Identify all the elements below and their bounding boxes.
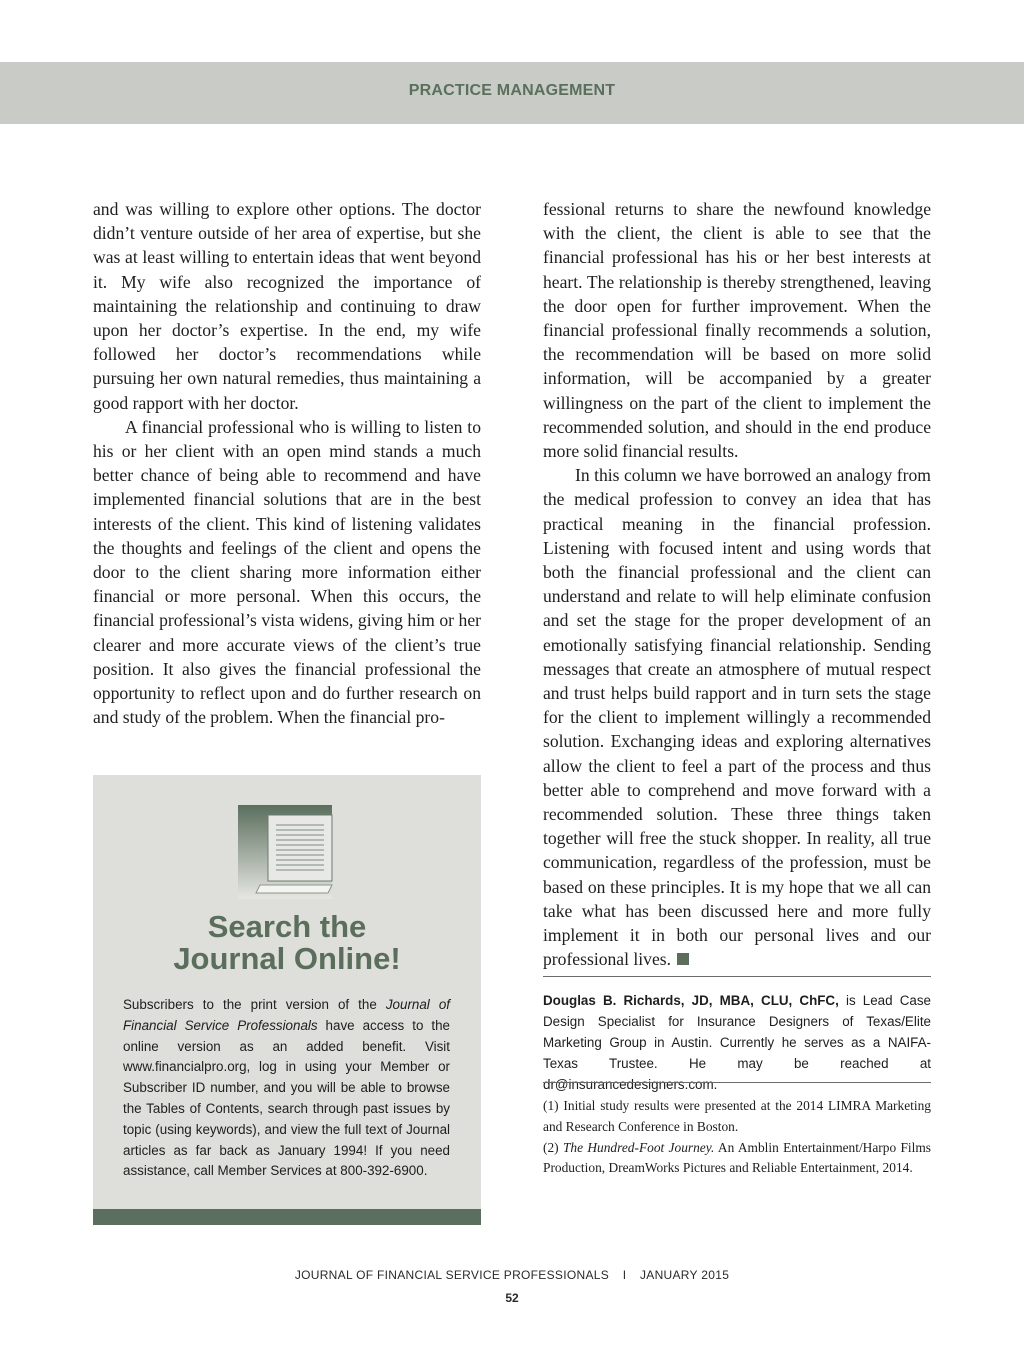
sidebar-title-line: Journal Online! xyxy=(173,941,401,976)
section-title: PRACTICE MANAGEMENT xyxy=(408,82,616,99)
search-journal-sidebar xyxy=(93,775,481,1225)
article-paragraph-text: In this column we have borrowed an analogy from the medical profession to convey an idea that has practical meaning in the financial profession. Listening with focused intent and using words that both the financial professional and the client can understand and relate to will help eliminate confusion and set the stage for the proper development of an emotionally satisfying financial relationship. Sending messages that create an atmosphere of mutual respect and trust helps build rapport and in turn sets the stage for the client to implement willingly a recommended solution. Exchanging ideas and exploring alternatives allow the client to feel a part of the process and thus better able to comprehend and move forward with a recommended solution. These three things taken together will free the stuck shopper. In reality, all true communication, regardless of the profession, must be based on these principles. It is my hope that we all can take what has been discussed here and more fully implement it in both our personal lives and our professional lives. xyxy=(543,465,931,970)
author-bio xyxy=(543,990,931,1095)
sidebar-title-line: Search the xyxy=(207,909,367,944)
divider xyxy=(543,1082,931,1083)
sidebar-bottom-bar xyxy=(93,1209,481,1225)
sidebar-body-text: Subscribers to the print version of the xyxy=(123,997,386,1012)
journal-name: Journal of Financial Service Professionals xyxy=(123,997,450,1033)
computer-monitor-icon xyxy=(238,805,338,899)
article-paragraph: and was willing to explore other options. The doctor didn’t venture outside of her area of expertise, but she was at least willing to entertain ideas that went beyond it. My wife also recognized the importance of maintaining the relationship and continuing to draw upon her doctor’s expertise. In the end, my wife followed her doctor’s recommendations while pursuing her own natural remedies, thus maintaining a good rapport with her doctor. xyxy=(93,199,481,413)
end-of-article-mark-icon xyxy=(677,953,689,965)
author-name: Douglas B. Richards, JD, MBA, CLU, ChFC, xyxy=(543,993,839,1008)
article-paragraph: A financial professional who is willing to listen to his or her client with an open mind stands a much better chance of being able to recommend and have implemented financial solutions that are in the best interests of the client. This kind of listening validates the thoughts and feelings of the client and opens the door to the client sharing more information either financial or more personal. When this occurs, the financial professional’s vista widens, giving him or her clearer and more accurate views of the client’s true position. It also gives the financial professional the opportunity to reflect upon and do further research on and study of the problem. When the financial pro- xyxy=(93,416,481,728)
article-column-right xyxy=(543,197,931,972)
sidebar-body xyxy=(123,995,450,1182)
endnote xyxy=(543,1138,931,1180)
article-paragraph-final xyxy=(543,463,931,971)
footer-separator: I xyxy=(622,1268,627,1282)
sidebar-title xyxy=(93,911,481,975)
issue-date: JANUARY 2015 xyxy=(639,1268,730,1282)
journal-title: JOURNAL OF FINANCIAL SERVICE PROFESSIONALS xyxy=(294,1268,610,1282)
endnote-number: (2) xyxy=(543,1139,563,1155)
page-number: 52 xyxy=(505,1291,519,1305)
article-column-left xyxy=(93,197,481,729)
article-paragraph: fessional returns to share the newfound knowledge with the client, the client is able to see that the financial professional has his or her best interests at heart. The relationship is thereby strengthened, leaving the door open for further improvement. When the financial professional finally recommends a solution, the recommendation will be based on more solid information, will be accompanied by a greater willingness on the part of the client to implement the recommended solution, and should in the end produce more solid financial results. xyxy=(543,199,931,462)
sidebar-body-text: have access to the online version as an added benefit. Visit www.financialpro.org, log in using your Member or Subscriber ID number, and you will be able to browse the Tables of Contents, search through past issues by topic (using keywords), and view the full text of Journal articles as far back as January 1994! If you need assistance, call Member Services at 800-392-6900. xyxy=(123,1017,450,1179)
endnotes xyxy=(543,1096,931,1179)
endnote: (1) Initial study results were presented at the 2014 LIMRA Marketing and Research Conference in Boston. xyxy=(543,1098,931,1134)
endnote-text: An Amblin Entertainment/Harpo Films Production, DreamWorks Pictures and Reliable Entertainment, 2014. xyxy=(543,1139,931,1176)
divider xyxy=(543,976,931,977)
film-title: The Hundred-Foot Journey. xyxy=(562,1139,715,1155)
footer-journal-line xyxy=(0,1268,1024,1282)
author-bio-text: is Lead Case Design Specialist for Insurance Designers of Texas/Elite Marketing Group in Austin. Currently he serves as a NAIFA-Texas Trustee. He may be reached at dr@insurancedesigners.com. xyxy=(543,993,931,1092)
